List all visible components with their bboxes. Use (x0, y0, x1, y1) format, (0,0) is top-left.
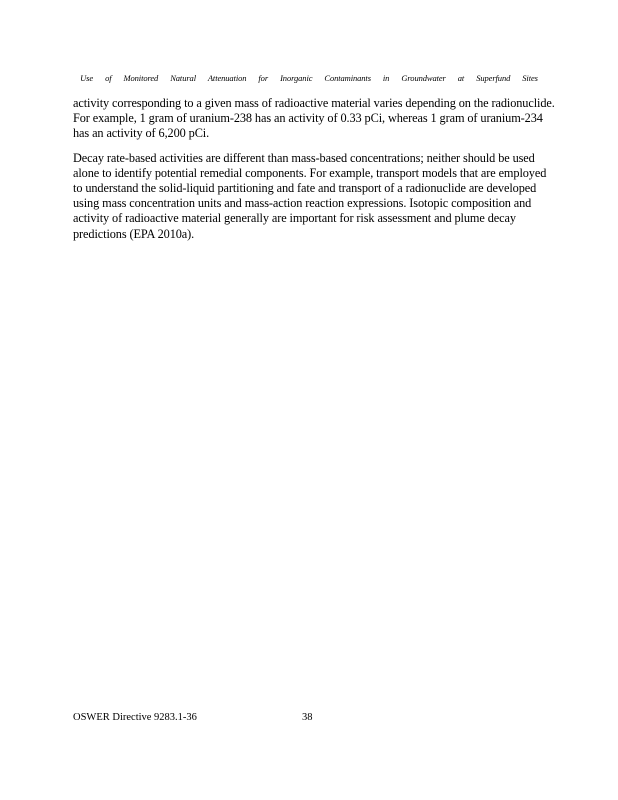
body-text (73, 96, 558, 251)
running-header: Use of Monitored Natural Attenuation for Inorganic Contaminants in Groundwater at Superfund Sites (80, 73, 538, 83)
footer-directive: OSWER Directive 9283.1-36 (73, 712, 197, 723)
page-number: 38 (302, 712, 313, 723)
paragraph-radionuclide-activity: activity corresponding to a given mass of radioactive material varies depending on the radionuclide. For example, 1 gram of uranium-238 has an activity of 0.33 pCi, whereas 1 gram of uranium-234 has an activity of 6,200 pCi. (73, 96, 555, 141)
paragraph-decay-rate: Decay rate-based activities are different than mass-based concentrations; neither should be used alone to identify potential remedial components. For example, transport models that are employed to understand the solid-liquid partitioning and fate and transport of a radionuclide are developed using mass concentration units and mass-action reaction expressions. Isotopic composition and activity of radioactive material generally are important for risk assessment and plume decay predictions (EPA 2010a). (73, 150, 547, 241)
